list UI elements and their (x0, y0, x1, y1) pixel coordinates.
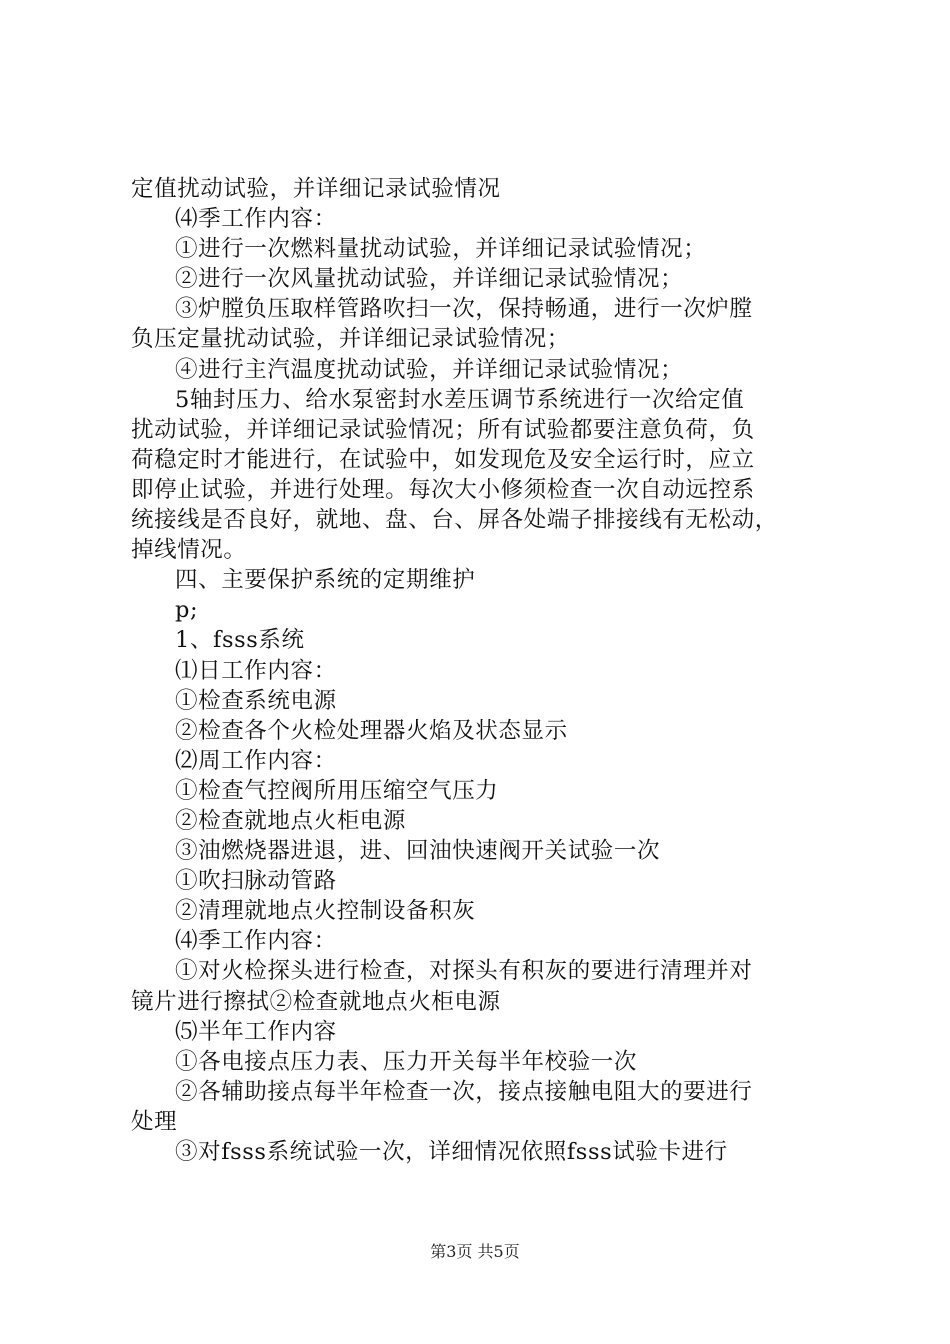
text-line: ①各电接点压力表、压力开关每半年校验一次 (175, 1048, 638, 1075)
page-number-footer: 第3页 共5页 (430, 1242, 520, 1261)
text-line: 统接线是否良好，就地、盘、台、屏各处端子排接线有无松动， (131, 507, 778, 534)
text-line: ③炉膛负压取样管路吹扫一次，保持畅通，进行一次炉膛 (175, 296, 753, 323)
text-line: 即停止试验，并进行处理。每次大小修须检查一次自动远控系 (131, 476, 755, 503)
text-line: 1、fsss系统 (175, 627, 305, 654)
text-line: ①吹扫脉动管路 (175, 868, 337, 895)
text-line: ⑵周工作内容： (175, 747, 337, 774)
text-line: ①进行一次燃料量扰动试验，并详细记录试验情况； (175, 236, 707, 263)
text-line: ①检查气控阀所用压缩空气压力 (175, 777, 499, 804)
text-line: ②检查就地点火柜电源 (175, 807, 407, 834)
text-line: ⑷季工作内容： (175, 206, 337, 233)
text-line: ①检查系统电源 (175, 687, 337, 714)
text-line: ②清理就地点火控制设备积灰 (175, 898, 476, 925)
text-line: 镜片进行擦拭②检查就地点火柜电源 (131, 988, 501, 1015)
text-line: 定值扰动试验，并详细记录试验情况 (131, 176, 501, 202)
text-line: ②检查各个火检处理器火焰及状态显示 (175, 717, 568, 744)
text-line: ②各辅助接点每半年检查一次，接点接触电阻大的要进行 (175, 1078, 753, 1105)
text-line: ⑷季工作内容： (175, 928, 337, 955)
text-line: ②进行一次风量扰动试验，并详细记录试验情况； (175, 266, 684, 293)
text-line: 负压定量扰动试验，并详细记录试验情况； (131, 326, 570, 353)
text-line: 荷稳定时才能进行，在试验中，如发现危及安全运行时，应立 (131, 446, 755, 473)
text-line: ⑴日工作内容： (175, 657, 337, 684)
text-line: ④进行主汽温度扰动试验，并详细记录试验情况； (175, 356, 684, 383)
text-line: 5轴封压力、给水泵密封水差压调节系统进行一次给定值 (175, 386, 745, 413)
text-line: ③对fsss系统试验一次，详细情况依照fsss试验卡进行 (175, 1139, 728, 1165)
text-line: ⑸半年工作内容 (175, 1018, 337, 1045)
text-line: 扰动试验，并详细记录试验情况；所有试验都要注意负荷，负 (131, 416, 755, 443)
text-line: p; (175, 597, 199, 624)
document-body (131, 174, 831, 1167)
text-line: 掉线情况。 (131, 537, 247, 564)
text-line: 四、主要保护系统的定期维护 (175, 567, 476, 594)
text-line: 处理 (131, 1108, 178, 1135)
text-line: ①对火检探头进行检查，对探头有积灰的要进行清理并对 (175, 958, 753, 985)
text-line: ③油燃烧器进退，进、回油快速阀开关试验一次 (175, 838, 661, 865)
